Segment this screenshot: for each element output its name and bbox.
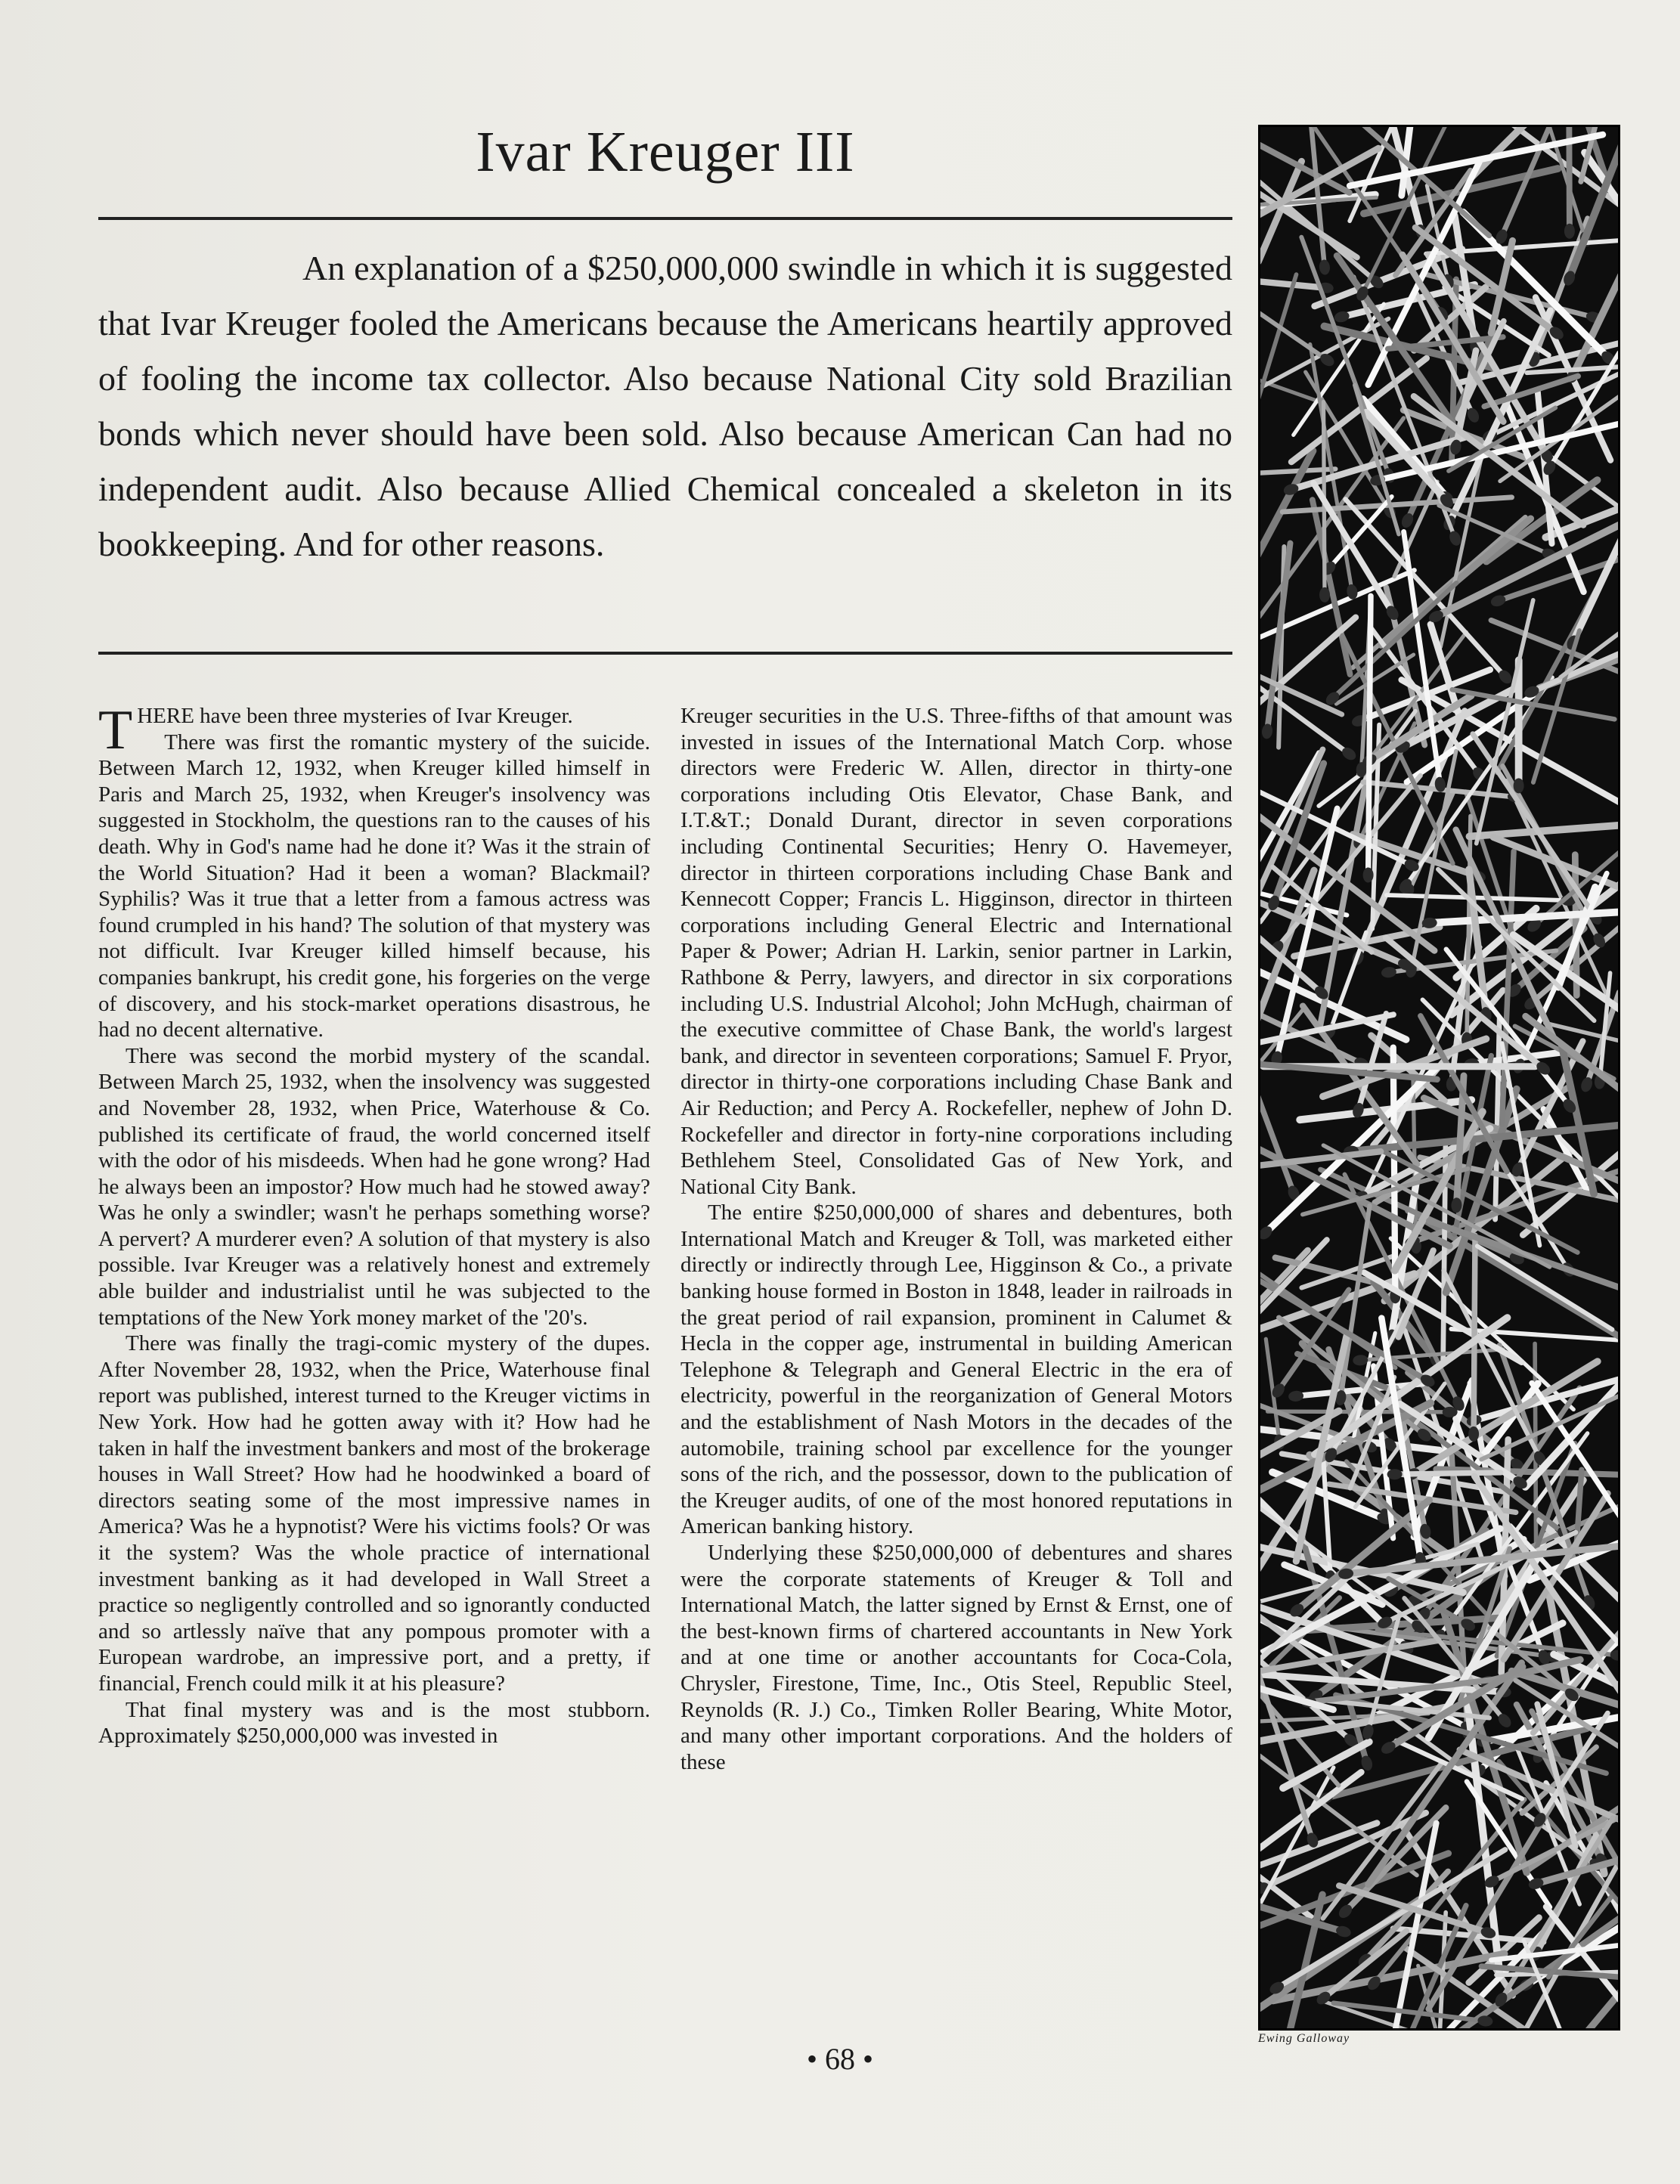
deck-rule [98, 652, 1232, 655]
opening-text: HERE have been three mysteries of Ivar Kreuger. [137, 704, 573, 728]
paragraph: Underlying these $250,000,000 of debentures and shares were the corporate statements of Kreuger & Toll and International Match, the latter signed by Ernst & Ernst, one of the best-known firms of chartered accountants in New York and at one time or another accountants for Coca-Cola, Chrysler, Firestone, Time, Inc., Otis Steel, Republic Steel, Reynolds (R. J.) Co., Timken Roller Bearing, White Motor, and many other important corporations. And the holders of these [680, 1541, 1232, 1774]
matchsticks-photo [1258, 125, 1620, 2031]
paragraph: That final mystery was and is the most stubborn. Approximately $250,000,000 was invested in [98, 1697, 650, 1749]
paragraph: There was second the morbid mystery of the scandal. Between March 25, 1932, when the insolvency was suggested and November 28, 1932, when Price, Waterhouse & Co. published its certificate of fraud, the world concerned itself with the odor of his misdeeds. When had he gone wrong? Had he always been an impostor? How much had he stowed away? Was he only a swindler; wasn't he perhaps something worse? A pervert? A murderer even? A solution of that mystery is also possible. Ivar Kreuger was a relatively honest and extremely able builder and industrialist until he was subjected to the temptations of the New York money market of the '20's. [98, 1043, 650, 1330]
drop-cap: T [98, 703, 133, 761]
matchsticks-image [1260, 127, 1618, 2028]
paragraph: There was finally the tragi-comic mystery of the dupes. After November 28, 1932, when the Price, Waterhouse final report was published, interest turned to the Kreuger victims in New York. How had he gotten away with it? How had he taken in half the investment bankers and most of the brokerage houses in Wall Street? How had he hoodwinked a board of directors seating some of the most impressive names in America? Was he a hypnotist? Were his victims fools? Or was it the system? Was the whole practice of international investment banking as it had developed in Wall Street a practice so negligently controlled and so ignorantly conducted and so artlessly naïve that any pompous promoter with a European wardrobe, an impressive port, and a pretty, if financial, French could milk it at his pleasure? [98, 1331, 650, 1696]
paragraph: There was first the romantic mystery of the suicide. Between March 12, 1932, when Kreuger killed himself in Paris and March 25, 1932, when Kreuger's insolvency was suggested in Stockholm, the questions ran to the causes of his death. Why in God's name had he done it? Was it the strain of the World Situation? Had it been a woman? Blackmail? Syphilis? Was it true that a letter from a famous actress was found crumpled in his hand? The solution of that mystery was not difficult. Ivar Kreuger killed himself because, his companies bankrupt, his credit gone, his forgeries on the verge of discovery, and his stock-market operations disastrous, he had no decent alternative. [98, 730, 650, 1042]
photo-credit: Ewing Galloway [1258, 2032, 1350, 2045]
paragraph: Kreuger securities in the U.S. Three-fifths of that amount was invested in issues of the International Match Corp. whose directors were Frederic W. Allen, director in thirty-one corporations including Otis Elevator, Chase Bank, and I.T.&T.; Donald Durant, director in seven corporations including Continental Securities; Henry O. Havemeyer, director in thirteen corporations including Chase Bank and Kennecott Copper; Francis L. Higginson, director in thirteen corporations including General Electric and International Paper & Power; Adrian H. Larkin, senior partner in Larkin, Rathbone & Perry, lawyers, and director in six corporations including U.S. Industrial Alcohol; John McHugh, chairman of the executive committee of Chase Bank, the world's largest bank, and director in seventeen corporations; Samuel F. Pryor, director in thirty-one corporations including Chase Bank and Air Reduction; and Percy A. Rockefeller, nephew of John D. Rockefeller and director in forty-nine corporations including Bethlehem Steel, Consolidated Gas of New York, and National City Bank. [680, 704, 1232, 1199]
article-body [98, 703, 1232, 2003]
title-rule [98, 217, 1232, 220]
article-deck: An explanation of a $250,000,000 swindle in which it is suggested that Ivar Kreuger fooled the Americans because the Americans heartily approved of fooling the income tax collector. Also because National City sold Brazilian bonds which never should have been sold. Also because American Can had no independent audit. Also because Allied Chemical concealed a skeleton in its bookkeeping. And for other reasons. [98, 249, 1232, 563]
body-column-right [680, 703, 1232, 2003]
opening-paragraph [98, 703, 650, 761]
article-title: Ivar Kreuger III [476, 120, 855, 184]
page-number: • 68 • [806, 2042, 873, 2076]
body-column-left [98, 703, 650, 2003]
paragraph: The entire $250,000,000 of shares and debentures, both International Match and Kreuger & Toll, was marketed either directly or indirectly through Lee, Higginson & Co., a private banking house formed in Boston in 1848, leader in railroads in the great period of rail expansion, prominent in Calumet & Hecla in the copper age, instrumental in building American Telephone & Telegraph and General Electric in the era of electricity, powerful in the reorganization of General Motors and the establishment of Nash Motors in the decades of the automobile, training school par excellence for the younger sons of the rich, and the possessor, down to the publication of the Kreuger audits, of one of the most honored reputations in American banking history. [680, 1200, 1232, 1539]
